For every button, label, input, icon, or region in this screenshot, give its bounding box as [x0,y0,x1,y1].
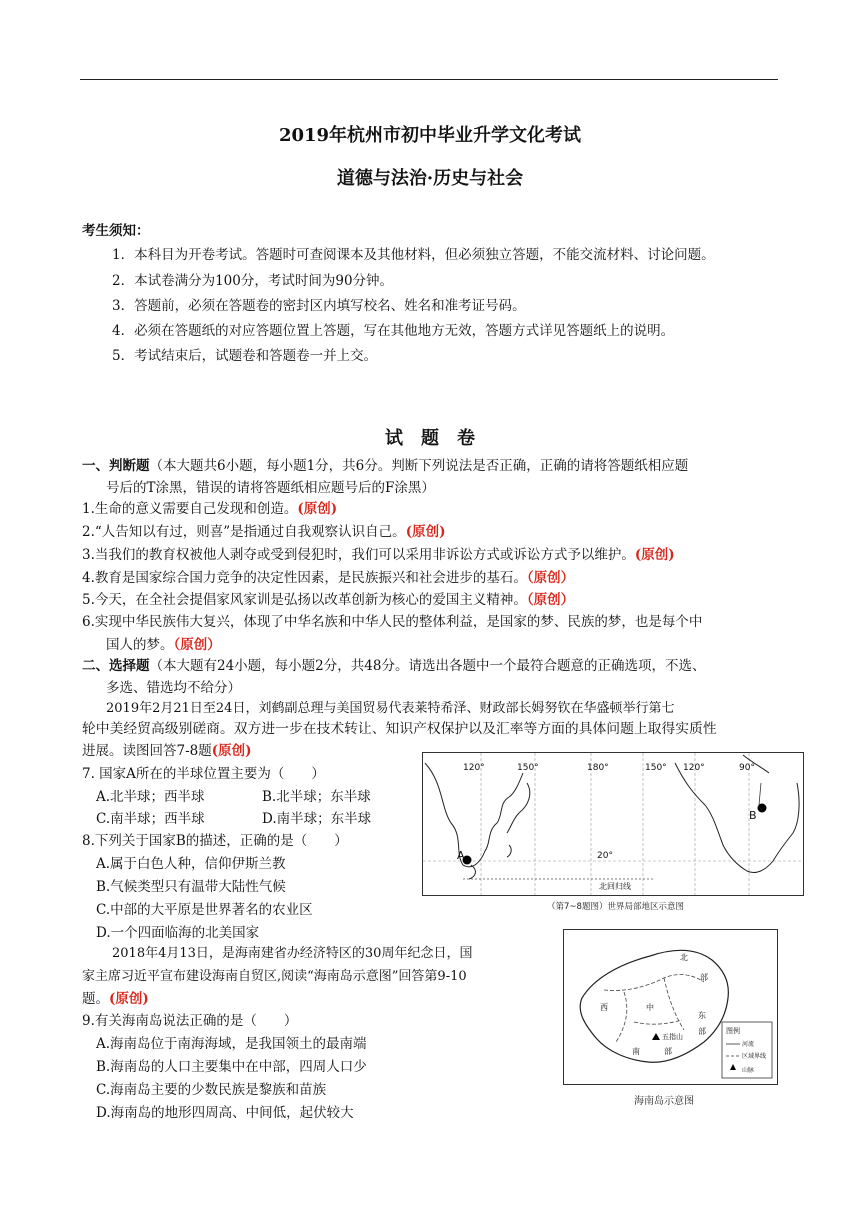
subject-title: 道德与法治·历史与社会 [336,168,524,189]
passage: 2018年4月13日，是海南建省办经济特区的30周年纪念日，国 [112,946,473,961]
tropic-label: 北回归线 [599,882,631,891]
section2-desc: 多选、错选均不给分） [106,680,241,696]
point-b-marker [758,804,767,813]
option: C.海南岛主要的少数民族是黎族和苗族 [96,1082,327,1098]
notice-heading: 考生须知： [82,223,150,239]
legend-title: 图例 [726,1027,740,1035]
option: D.南半球；东半球 [262,811,372,827]
question-9: 9.有关海南岛说法正确的是（ ） [82,1013,298,1029]
mountain-label: 五指山 [662,1033,683,1041]
legend-item: 河流 [742,1041,755,1048]
paper-title: 试 题 卷 [385,428,475,449]
option: C.南半球；西半球 [96,811,205,827]
judge-item: 2.“人告知以有过，则喜”是指通过自我观察认识自己。(原创) [82,524,446,540]
top-rule [80,79,778,80]
section2-heading: 二、选择题 [82,658,150,674]
region-label: 东 [698,1011,706,1020]
world-map-caption: （第7~8题图）世界局部地区示意图 [547,902,684,912]
passage: 进展。读图回答7-8题(原创) [82,743,252,759]
section2-intro: 二、选择题（本大题有24小题，每小题2分，共48分。请选出各题中一个最符合题意的正确选项，不选、 [82,658,706,674]
world-map-drawing [423,753,803,895]
option: C.中部的大平原是世界著名的农业区 [96,902,313,918]
judge-item-cont: 国人的梦。（原创） [106,637,221,653]
region-label: 部 [700,973,708,982]
passage: 轮中美经贸高级别磋商。双方进一步在技术转让、知识产权保护以及汇率等方面的具体问题上取得实质性 [82,721,717,737]
point-b-label: B [749,809,757,822]
section1-desc: 号后的T涂黑，错误的请将答题纸相应题号后的F涂黑） [106,480,435,496]
notice-item: 5．考试结束后，试题卷和答题卷一并上交。 [112,348,378,364]
passage: 家主席习近平宣布建设海南自贸区,阅读“海南岛示意图”回答第9-10 [82,969,467,984]
region-label: 北 [680,953,688,962]
region-label: 西 [600,1003,608,1012]
hainan-map-caption: 海南岛示意图 [634,1096,694,1107]
option: D.海南岛的地形四周高、中间低，起伏较大 [96,1105,354,1121]
passage: 2019年2月21日至24日，刘鹤副总理与美国贸易代表莱特希泽、财政部长姆努钦在华盛顿举行第七 [106,701,675,716]
option: A.海南岛位于南海海域，是我国领土的最南端 [96,1036,367,1052]
option: D.一个四面临海的北美国家 [96,925,260,941]
option: B.海南岛的人口主要集中在中部，四周人口少 [96,1059,367,1075]
world-map: 120° 150° 180° 150° 120° 90° 20° A B 北回归线 [422,752,804,896]
legend-item: 区域界线 [742,1053,767,1060]
notice-item: 3．答题前，必须在答题卷的密封区内填写校名、姓名和准考证号码。 [112,298,526,314]
judge-item: 1.生命的意义需要自己发现和创造。(原创) [82,501,338,517]
section1-heading: 一、判断题 [82,458,150,474]
question-7: 7. 国家A所在的半球位置主要为（ ） [82,766,325,782]
option: B.气候类型只有温带大陆性气候 [96,879,286,895]
passage: 题。(原创) [82,991,149,1007]
exam-title: 2019年杭州市初中毕业升学文化考试 [278,125,582,146]
option: A.属于白色人种，信仰伊斯兰教 [96,856,286,872]
legend-item: 山脉 [742,1067,755,1074]
point-a-label: A [457,849,465,862]
notice-item: 1．本科目为开卷考试。答题时可查阅课本及其他材料，但必须独立答题，不能交流材料、讨论问题。 [112,247,715,263]
notice-item: 2．本试卷满分为100分，考试时间为90分钟。 [112,273,394,289]
region-label: 南 [632,1047,640,1056]
region-label: 部 [664,1047,672,1056]
region-label: 部 [698,1027,706,1036]
judge-item: 3.当我们的教育权被他人剥夺或受到侵犯时，我们可以采用非诉讼方式或诉讼方式予以维护。(原创) [82,547,675,563]
question-8: 8.下列关于国家B的描述，正确的是（ ） [82,833,348,849]
hainan-map-drawing [564,930,777,1084]
hainan-map [563,929,778,1085]
judge-item: 4.教育是国家综合国力竞争的决定性因素，是民族振兴和社会进步的基石。（原创） [82,570,575,586]
option: A.北半球；西半球 [96,789,205,805]
section1-intro: 一、判断题（本大题共6小题，每小题1分，共6分。判断下列说法是否正确，正确的请将答题纸相应题 [82,458,689,474]
region-label: 中 [646,1003,654,1012]
option: B.北半球；东半球 [262,789,371,805]
judge-item: 6.实现中华民族伟大复兴，体现了中华名族和中华人民的整体利益，是国家的梦、民族的梦，也是每个中 [82,614,703,630]
judge-item: 5.今天，在全社会提倡家风家训是弘扬以改革创新为核心的爱国主义精神。（原创） [82,592,575,608]
notice-item: 4．必须在答题纸的对应答题位置上答题，写在其他地方无效，答题方式详见答题纸上的说明。 [112,323,675,339]
